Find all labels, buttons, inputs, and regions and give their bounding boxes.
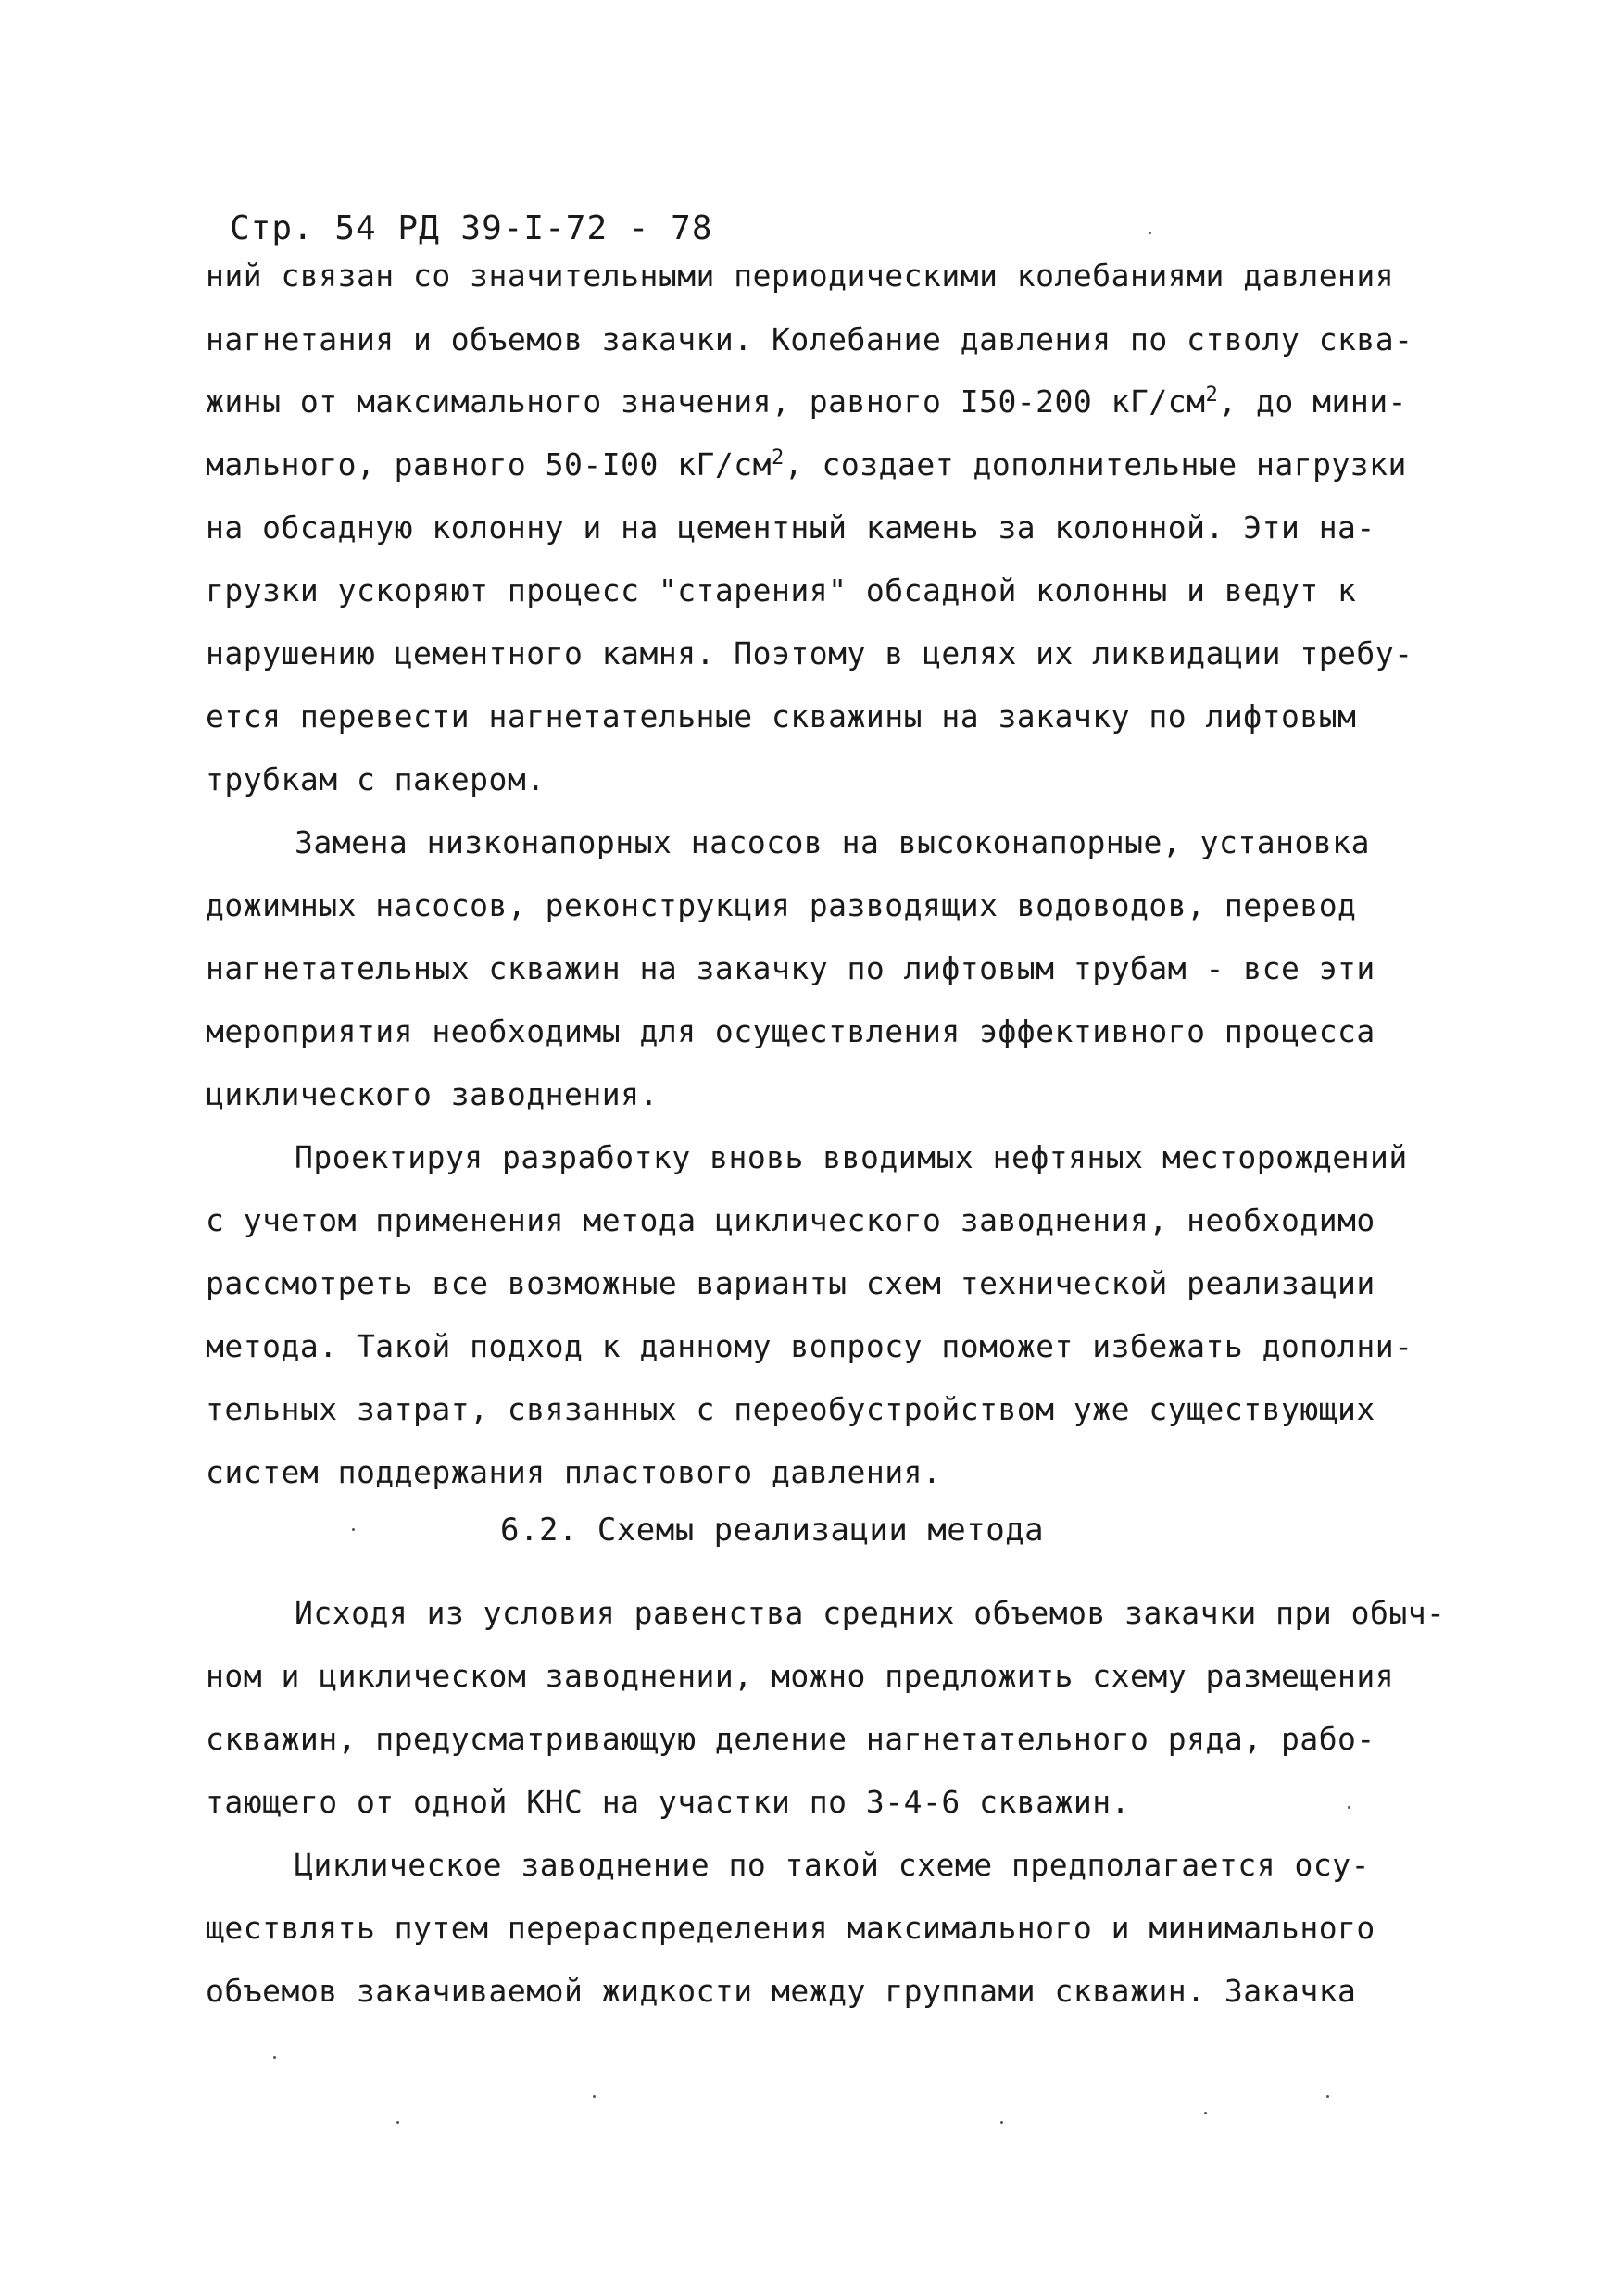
scan-speck [1348, 1806, 1350, 1809]
text-line: с учетом применения метода циклического заводнения, необходимо [206, 1202, 1375, 1238]
text-line: ется перевести нагнетательные скважины на закачку по лифтовым [206, 698, 1357, 734]
scan-speck [273, 2056, 276, 2059]
text-line: ществлять путем перераспределения максимального и минимального [206, 1910, 1375, 1946]
scan-speck [593, 2095, 596, 2098]
scan-speck [396, 2121, 399, 2124]
scan-speck [352, 1528, 355, 1531]
text-line: объемов закачиваемой жидкости между группами скважин. Закачка [206, 1973, 1357, 2009]
section-heading: 6.2. Схемы реализации метода [500, 1512, 1045, 1549]
text-line: Исходя из условия равенства средних объемов закачки при обыч- [295, 1595, 1446, 1631]
page-header: Стр. 54 РД 39-I-72 - 78 [230, 209, 713, 247]
text-line: нагнетательных скважин на закачку по лифтовым трубам - все эти [206, 950, 1375, 986]
scan-speck [1204, 2112, 1207, 2114]
text-line: нагнетания и объемов закачки. Колебание давления по стволу сква- [206, 321, 1413, 358]
text-line: грузки ускоряют процесс "старения" обсадной колонны и ведут к [206, 572, 1357, 609]
text-line: мероприятия необходимы для осуществления эффективного процесса [206, 1013, 1375, 1049]
text-line: Циклическое заводнение по такой схеме предполагается осу- [295, 1847, 1370, 1883]
text-line: дожимных насосов, реконструкция разводящих водоводов, перевод [206, 887, 1357, 923]
text-line: циклического заводнения. [206, 1076, 659, 1112]
text-line: рассмотреть все возможные варианты схем технической реализации [206, 1265, 1375, 1301]
text-line: на обсадную колонну и на цементный камень за колонной. Эти на- [206, 509, 1375, 546]
text-line: трубкам с пакером. [206, 761, 546, 797]
text-line: Замена низконапорных насосов на высоконапорные, установка [295, 824, 1370, 860]
text-line: нарушению цементного камня. Поэтому в целях их ликвидации требу- [206, 635, 1413, 671]
scan-speck [1000, 2121, 1003, 2124]
text-line: ном и циклическом заводнении, можно предложить схему размещения [206, 1658, 1395, 1694]
text-line: тельных затрат, связанных с переобустройством уже существующих [206, 1391, 1375, 1427]
text-line: скважин, предусматривающую деление нагнетательного ряда, рабо- [206, 1721, 1375, 1757]
text-line: Проектируя разработку вновь вводимых нефтяных месторождений [295, 1139, 1408, 1175]
text-line: метода. Такой подход к данному вопросу поможет избежать дополни- [206, 1328, 1413, 1364]
text-line: систем поддержания пластового давления. [206, 1454, 942, 1490]
text-line: тающего от одной КНС на участки по 3-4-6 скважин. [206, 1784, 1131, 1820]
scan-speck [1326, 2095, 1329, 2098]
scan-speck [1149, 232, 1151, 234]
text-line: жины от максимального значения, равного I50-200 $кГ/см^2$, до мини- [206, 383, 1407, 420]
text-line: ний связан со значительными периодическими колебаниями давления [206, 257, 1395, 294]
text-line: мального, равного 50-I00 $кГ/см^2$, создает дополнительные нагрузки [206, 446, 1407, 483]
